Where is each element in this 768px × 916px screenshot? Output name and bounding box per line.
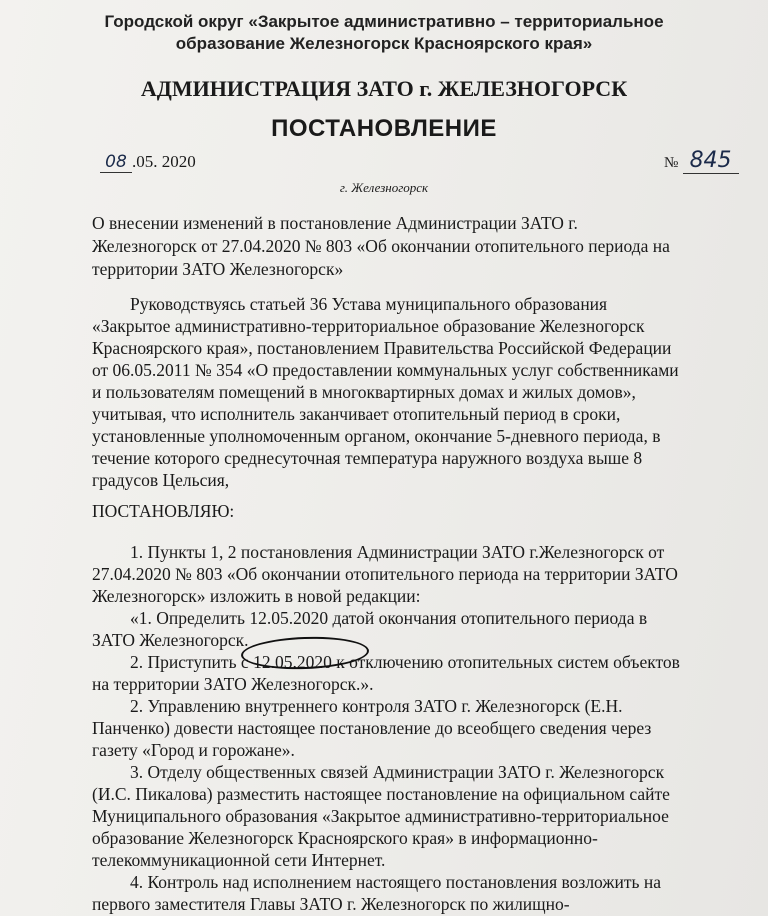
preamble-line-5: и пользователям помещений в многоквартирных домах и жилых домов», [92, 382, 636, 402]
preamble-line-6: учитывая, что исполнитель заканчивает отопительный период в сроки, [92, 404, 621, 424]
document-date [100, 152, 196, 173]
item-line-7: на территории ЗАТО Железногорск.». [92, 674, 374, 694]
item-line-5: ЗАТО Железногорск. [92, 630, 249, 650]
item-line-10: газету «Город и горожане». [92, 740, 295, 760]
item-line-8: 2. Управлению внутреннего контроля ЗАТО г. Железногорск (Е.Н. [130, 696, 623, 716]
document-number [664, 148, 739, 174]
header-line-1: Городской округ «Закрытое административно – территориальное [104, 12, 664, 31]
item-line-2: 27.04.2020 № 803 «Об окончании отопительного периода на территории ЗАТО [92, 564, 678, 584]
item-line-4: «1. Определить 12.05.2020 датой окончания отопительного периода в [130, 608, 648, 628]
administration-title: АДМИНИСТРАЦИЯ ЗАТО г. ЖЕЛЕЗНОГОРСК [140, 76, 628, 101]
preamble-line-8: течение которого среднесуточная температура наружного воздуха выше 8 [92, 448, 643, 468]
item-line-12: (И.С. Пикалова) разместить настоящее постановление на официальном сайте [92, 784, 670, 804]
preamble-line-4: от 06.05.2011 № 354 «О предоставлении коммунальных услуг собственниками [92, 360, 679, 380]
item-line-13: Муниципального образования «Закрытое административно-территориальное [92, 806, 669, 826]
preamble-line-1: Руководствуясь статьей 36 Устава муниципального образования [130, 294, 608, 314]
subject-line-3: территории ЗАТО Железногорск» [92, 259, 344, 279]
subject-line-2: Железногорск от 27.04.2020 № 803 «Об окончании отопительного периода на [92, 236, 670, 256]
preamble-line-2: «Закрытое административно-территориальное образование Железногорск [92, 316, 645, 336]
number-handwritten: 845 [683, 148, 739, 174]
item-line-11: 3. Отделу общественных связей Администрации ЗАТО г. Железногорск [130, 762, 665, 782]
preamble-line-9: градусов Цельсия, [92, 470, 230, 490]
item-line-1: 1. Пункты 1, 2 постановления Администрации ЗАТО г.Железногорск от [130, 542, 665, 562]
preamble-line-3: Красноярского края», постановлением Правительства Российской Федерации [92, 338, 672, 358]
item-line-9: Панченко) довести настоящее постановление до всеобщего сведения через [92, 718, 652, 738]
item-line-17: первого заместителя Главы ЗАТО г. Железногорск по жилищно- [92, 894, 570, 914]
item-line-16: 4. Контроль над исполнением настоящего постановления возложить на [130, 872, 661, 892]
resolve-heading: ПОСТАНОВЛЯЮ: [92, 501, 235, 521]
item-line-6: 2. Приступить с 12.05.2020 к отключению отопительных систем объектов [130, 652, 680, 672]
item-line-3: Железногорск» изложить в новой редакции: [92, 586, 421, 606]
city-name: г. Железногорск [339, 180, 429, 195]
preamble-line-7: установленные уполномоченным органом, окончание 5-дневного периода, в [92, 426, 661, 446]
date-day-handwritten: 08 [100, 152, 132, 173]
number-sign: № [664, 155, 679, 171]
header-line-2: образование Железногорск Красноярского края» [175, 34, 593, 53]
date-rest: .05. 2020 [132, 152, 196, 171]
subject-line-1: О внесении изменений в постановление Администрации ЗАТО г. [92, 213, 578, 233]
item-line-14: образование Железногорск Красноярского края» в информационно- [92, 828, 598, 848]
document-type: ПОСТАНОВЛЕНИЕ [271, 115, 497, 142]
item-line-15: телекоммуникационной сети Интернет. [92, 850, 386, 870]
